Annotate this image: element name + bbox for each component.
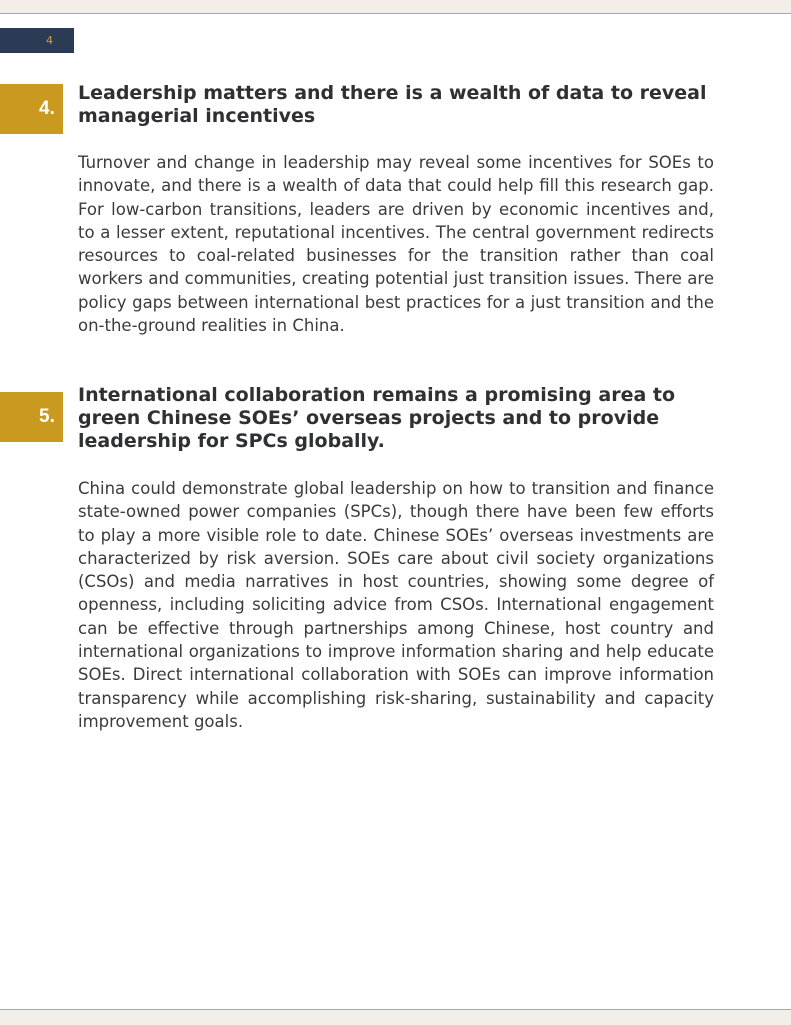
bottom-band (0, 1009, 791, 1025)
page-number: 4 (46, 34, 53, 47)
section-number-badge: 4. (0, 84, 63, 134)
section-heading: International collaboration remains a promising area to green Chinese SOEs’ overseas projects and to provide leadership for SPCs globally. (78, 384, 676, 452)
page-number-tab (0, 28, 74, 53)
section-body: Turnover and change in leadership may reveal some incentives for SOEs to innovate, and there is a wealth of data that could help fill this research gap. For low-carbon transitions, leaders are driven by economic incentives and, to a lesser extent, reputational incentives. The central government redirects resources to coal-related businesses for the transition rather than coal workers and communities, creating potential just transition issues. There are policy gaps between international best practices for a just transition and the on-the-ground realities in China. (78, 153, 714, 336)
section-number-badge: 5. (0, 392, 63, 442)
section-body: China could demonstrate global leadership on how to transition and finance state-owned power companies (SPCs), though there have been few efforts to play a more visible role to date. Chinese SOEs’ overseas investments are characterized by risk aversion. SOEs care about civil society organizations (CSOs) and media narratives in host countries, showing some degree of openness, including soliciting advice from CSOs. International engagement can be effective through partnerships among Chinese, host country and international organizations to improve information sharing and help educate SOEs. Direct international collaboration with SOEs can improve information transparency while accomplishing risk-sharing, sustainability and capacity improvement goals. (78, 479, 714, 731)
top-band (0, 0, 791, 14)
section-heading: Leadership matters and there is a wealth of data to reveal managerial incentives (78, 82, 707, 127)
